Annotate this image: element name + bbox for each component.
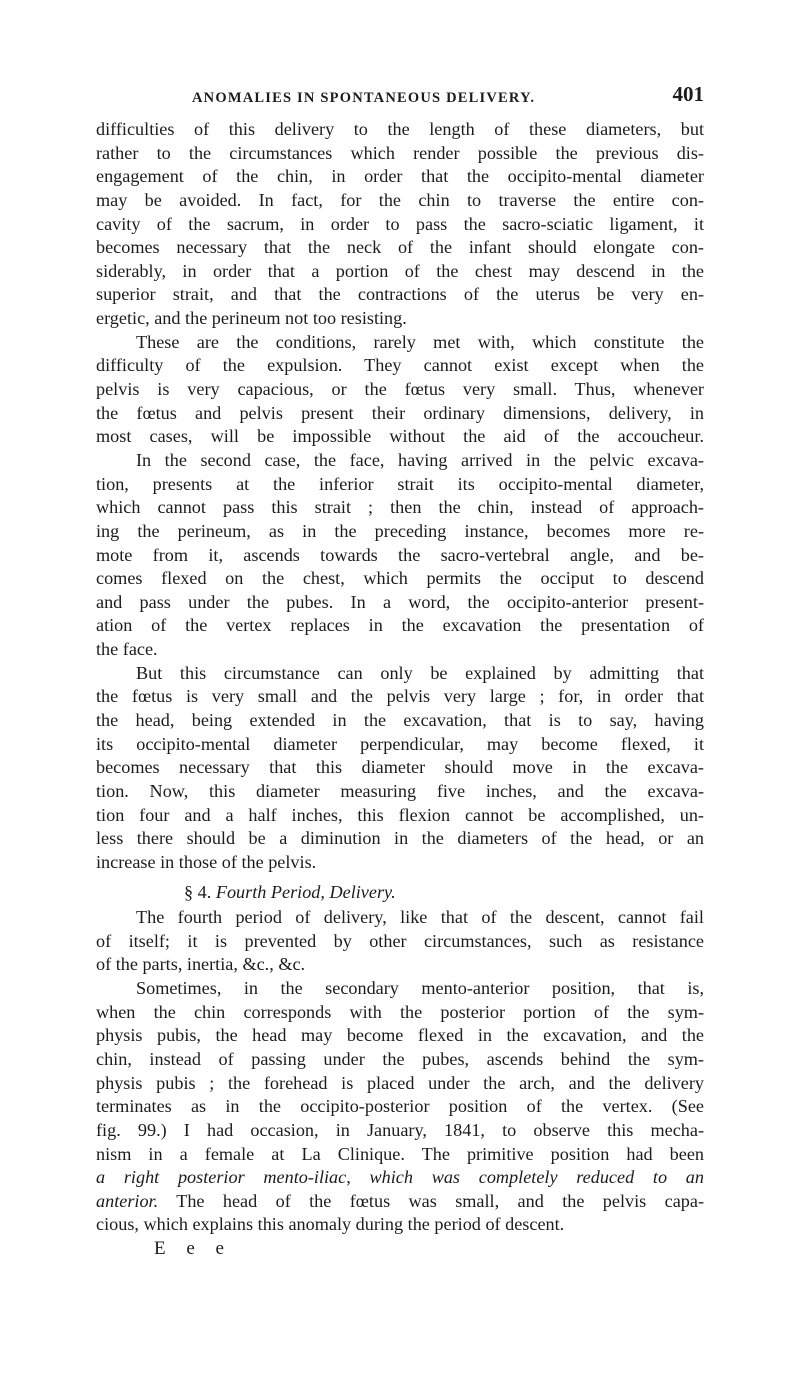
italic-phrase: anterior.: [96, 1190, 159, 1211]
text-line: ergetic, and the perineum not too resisting.: [96, 308, 407, 329]
text-line: the head, being extended in the excavation, that is to say, having: [96, 710, 704, 731]
printer-signature: E e e: [154, 1238, 232, 1260]
paragraph-1: [96, 118, 704, 331]
text-line: mote from it, ascends towards the sacro-vertebral angle, and be-: [96, 544, 704, 565]
text-line: comes flexed on the chest, which permits the occiput to descend: [96, 568, 704, 589]
section-number: § 4.: [184, 881, 212, 902]
text-line: ing the perineum, as in the preceding instance, becomes more re-: [96, 520, 704, 541]
text-line: physis pubis ; the forehead is placed under the arch, and the delivery: [96, 1072, 704, 1093]
text-line: of itself; it is prevented by other circumstances, such as resistance: [96, 930, 704, 951]
italic-phrase: a right posterior mento-iliac, which was completely reduced to an: [96, 1167, 704, 1188]
text-line: becomes necessary that the neck of the infant should elongate con-: [96, 237, 704, 258]
text-line: of the parts, inertia, &c., &c.: [96, 954, 306, 975]
text-line: terminates as in the occipito-posterior position of the vertex. (See: [96, 1096, 704, 1117]
text-line: siderably, in order that a portion of the chest may descend in the: [96, 260, 704, 281]
text-line: and pass under the pubes. In a word, the occipito-anterior present-: [96, 591, 704, 612]
text-line: engagement of the chin, in order that the occipito-mental diameter: [96, 166, 704, 187]
text-line: ation of the vertex replaces in the excavation the presentation of: [96, 615, 704, 636]
paragraph-5: [96, 906, 704, 977]
body-text: [96, 118, 704, 1261]
text-line: when the chin corresponds with the posterior portion of the sym-: [96, 1001, 704, 1022]
text-line: cious, which explains this anomaly during the period of descent.: [96, 1214, 565, 1235]
paragraph-2: [96, 331, 704, 449]
text-line: its occipito-mental diameter perpendicular, may become flexed, it: [96, 733, 704, 754]
text-line: tion, presents at the inferior strait its occipito-mental diameter,: [96, 473, 704, 494]
page-number: 401: [672, 82, 704, 106]
text-line: the face.: [96, 639, 158, 660]
text-line: becomes necessary that this diameter should move in the excava-: [96, 757, 704, 778]
text-line: tion. Now, this diameter measuring five inches, and the excava-: [96, 780, 704, 801]
paragraph-4: [96, 662, 704, 875]
text-line: fig. 99.) I had occasion, in January, 1841, to observe this mecha-: [96, 1119, 704, 1140]
text-line: rather to the circumstances which render possible the previous dis-: [96, 142, 704, 163]
text-line: which cannot pass this strait ; then the chin, instead of approach-: [96, 497, 704, 518]
text-line: chin, instead of passing under the pubes, ascends behind the sym-: [96, 1048, 704, 1069]
section-heading: [96, 881, 704, 905]
text-line: may be avoided. In fact, for the chin to traverse the entire con-: [96, 189, 704, 210]
text-line: cavity of the sacrum, in order to pass the sacro-sciatic ligament, it: [96, 213, 704, 234]
text-line: But this circumstance can only be explained by admitting that: [136, 662, 704, 683]
text-line: difficulty of the expulsion. They cannot exist except when the: [96, 355, 704, 376]
text-line-italic: [96, 1166, 704, 1190]
text-line: superior strait, and that the contractions of the uterus be very en-: [96, 284, 704, 305]
text-line: pelvis is very capacious, or the fœtus very small. Thus, whenever: [96, 379, 704, 400]
text-line: physis pubis, the head may become flexed in the excavation, and the: [96, 1025, 704, 1046]
text-line: difficulties of this delivery to the length of these diameters, but: [96, 119, 704, 139]
text-line: the fœtus is very small and the pelvis very large ; for, in order that: [96, 686, 704, 707]
text-line: These are the conditions, rarely met with, which constitute the: [136, 331, 704, 352]
running-title: ANOMALIES IN SPONTANEOUS DELIVERY.: [192, 90, 536, 106]
text-line: less there should be a diminution in the diameters of the head, or an: [96, 828, 704, 849]
section-title: Fourth Period, Delivery.: [215, 881, 396, 902]
text-line-mixed: [96, 1190, 704, 1214]
text-line: the fœtus and pelvis present their ordinary dimensions, delivery, in: [96, 402, 704, 423]
text-line: nism in a female at La Clinique. The primitive position had been: [96, 1143, 704, 1164]
paragraph-6: [96, 977, 704, 1237]
running-header: [96, 82, 704, 110]
text-line: increase in those of the pelvis.: [96, 851, 317, 872]
text-line: tion four and a half inches, this flexion cannot be accomplished, un-: [96, 804, 704, 825]
text-span: The head of the fœtus was small, and the pelvis capa-: [158, 1190, 704, 1211]
text-line: most cases, will be impossible without the aid of the accoucheur.: [96, 426, 704, 447]
paragraph-3: [96, 449, 704, 662]
text-line: Sometimes, in the secondary mento-anterior position, that is,: [136, 978, 704, 999]
text-line: The fourth period of delivery, like that of the descent, cannot fail: [136, 907, 704, 928]
text-line: In the second case, the face, having arrived in the pelvic excava-: [136, 449, 704, 470]
